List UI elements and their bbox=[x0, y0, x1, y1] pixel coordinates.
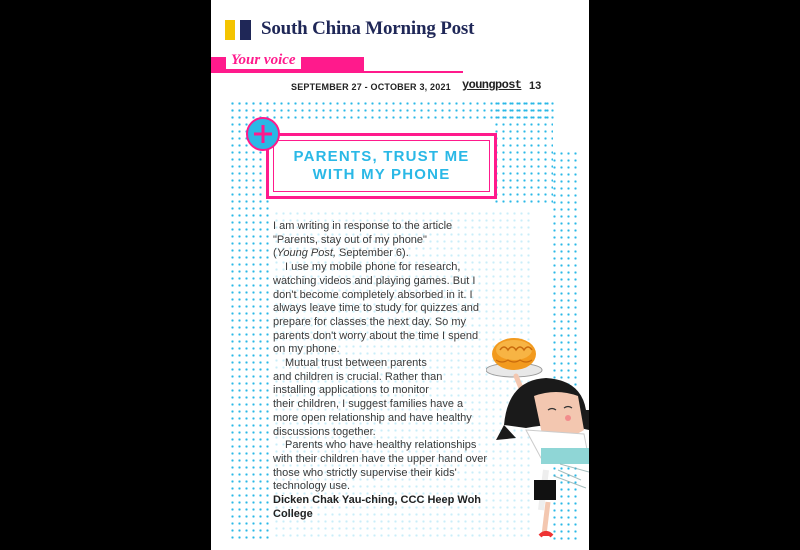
newspaper-page bbox=[211, 0, 589, 550]
headline-box bbox=[266, 133, 497, 199]
paragraph-1: I am writing in response to the article "Parents, stay out of my phone" (Young Post, September 6). bbox=[273, 220, 453, 260]
source-title: Young Post, bbox=[276, 247, 336, 260]
paragraph-3b: their children, I suggest families have a more open relationship and have healthy discussions together. bbox=[273, 398, 472, 438]
plus-icon bbox=[246, 117, 280, 151]
paragraph-4: Parents who have healthy relationships with their children have the upper hand over those who strictly supervise their kids' technology use. bbox=[273, 439, 488, 493]
paragraph-3a: Mutual trust between parents and children is crucial. Rather than installing applications to monitor bbox=[273, 357, 443, 397]
page-number: 13 bbox=[529, 80, 542, 92]
logo-navy-block bbox=[240, 20, 251, 40]
section-label: Your voice bbox=[226, 52, 301, 69]
headline-line-1: PARENTS, TRUST ME bbox=[293, 148, 470, 165]
headline bbox=[294, 148, 470, 184]
dot-pattern-right bbox=[493, 100, 553, 205]
youngpost-logo: youngpost bbox=[462, 78, 522, 92]
section-tab bbox=[319, 57, 364, 71]
article-body bbox=[273, 220, 488, 521]
issue-date: SEPTEMBER 27 - OCTOBER 3, 2021 bbox=[291, 82, 451, 92]
masthead-title: South China Morning Post bbox=[261, 18, 475, 39]
section-rule bbox=[211, 71, 463, 73]
mooncake-girl-illustration bbox=[486, 330, 589, 545]
author-signature: Dicken Chak Yau-ching, CCC Heep Woh College bbox=[273, 494, 482, 520]
paragraph-2: I use my mobile phone for research, watching videos and playing games. But I don't become completely absorbed in it. I always leave time to study for quizzes and prepare for classes the next day. So my parents don't worry about the time I spend on my phone. bbox=[273, 261, 480, 356]
logo-yellow-block bbox=[225, 20, 235, 40]
headline-line-2: WITH MY PHONE bbox=[312, 166, 451, 183]
